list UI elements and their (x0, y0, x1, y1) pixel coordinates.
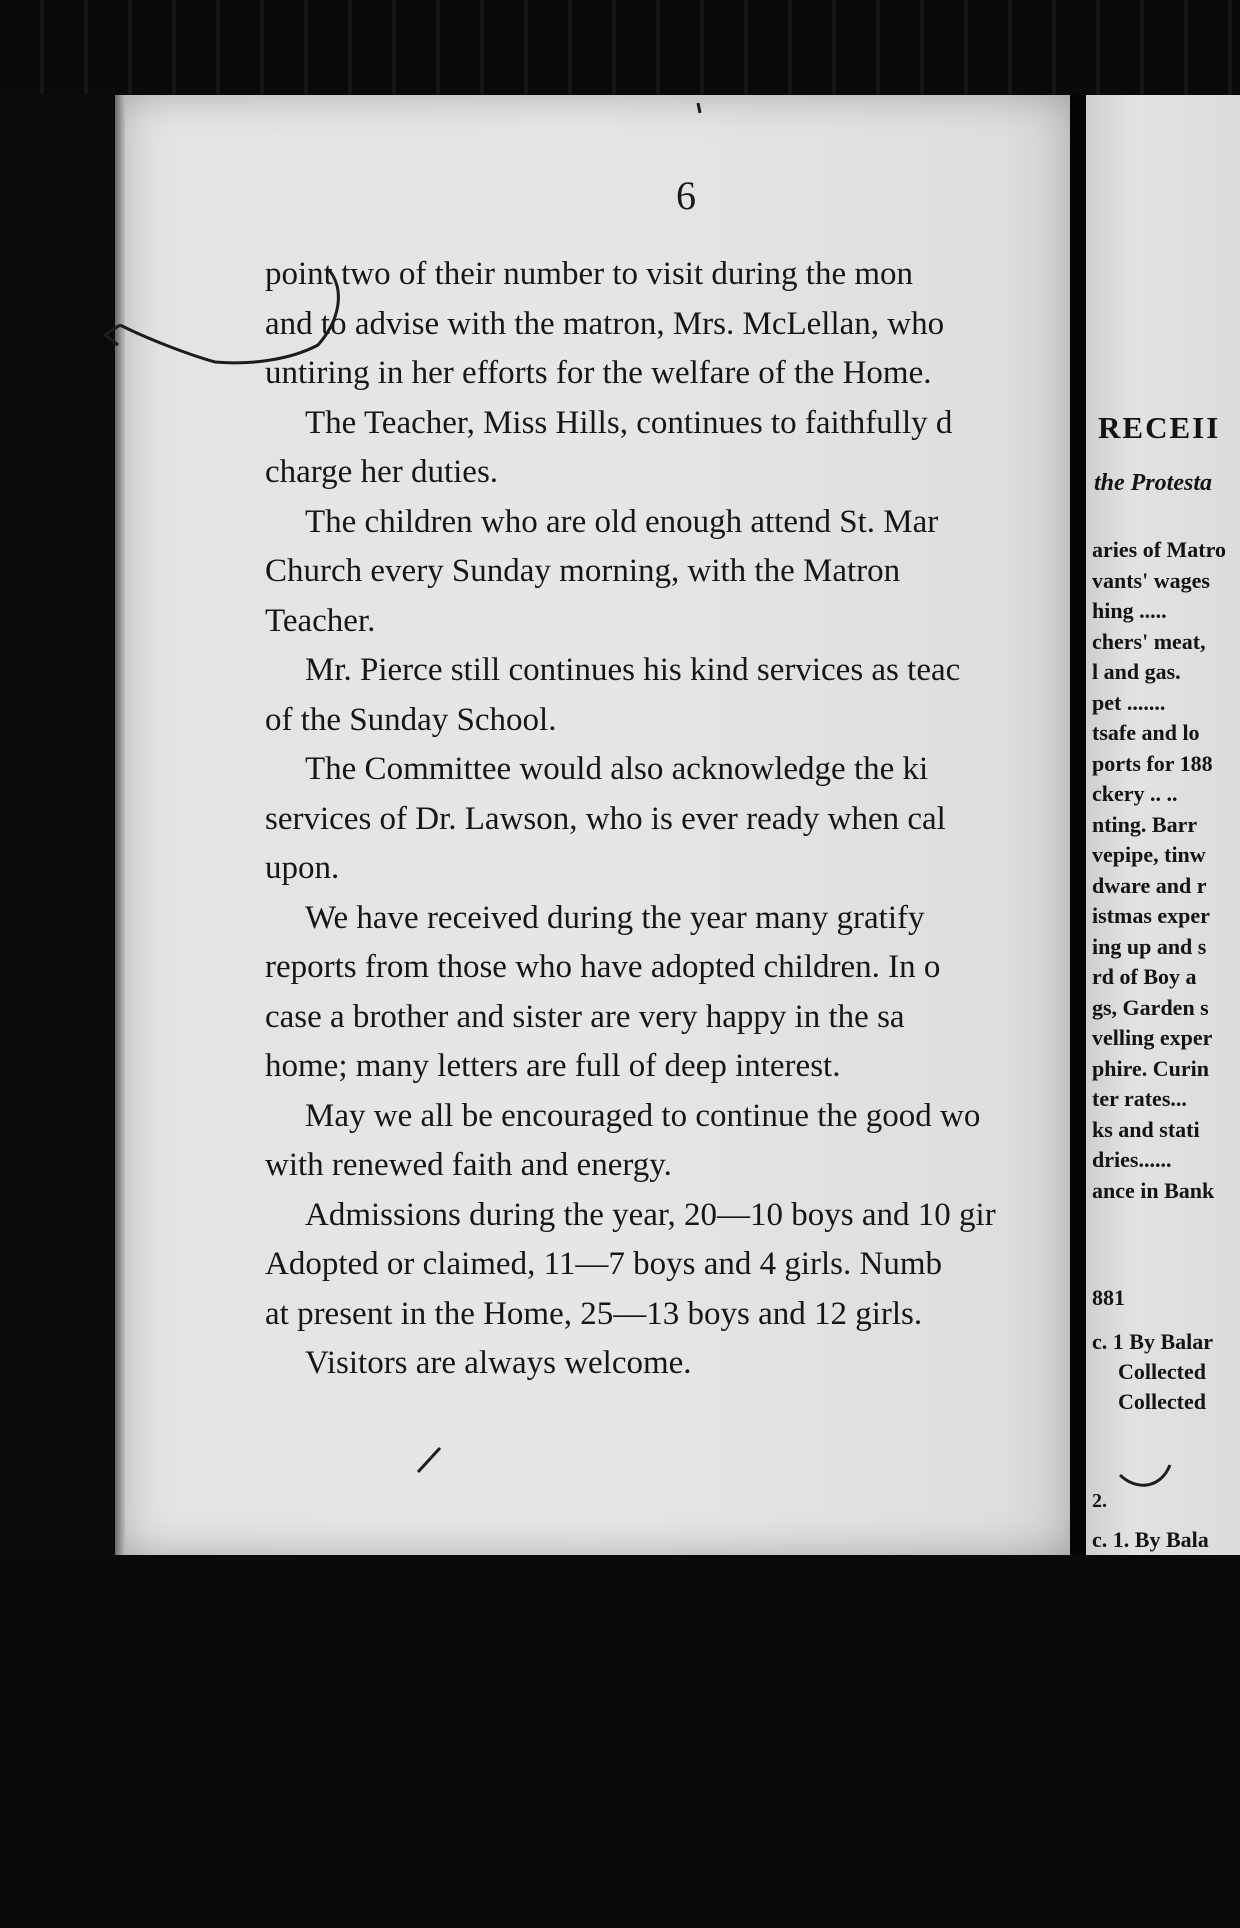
scan-top-border (0, 0, 1240, 95)
text-line: home; many letters are full of deep interest. (265, 1048, 841, 1084)
body-text (265, 250, 1075, 1389)
expense-item: dware and r (1092, 872, 1207, 898)
year-label: 2. (1092, 1490, 1107, 1512)
expense-item: ckery .. .. (1092, 781, 1178, 806)
text-line: Church every Sunday morning, with the Matron (265, 553, 901, 589)
balance-line: c. 1 By Balar (1092, 1329, 1213, 1354)
balance-line: c. 1. By Bala (1092, 1527, 1209, 1552)
expense-item: rd of Boy a (1092, 964, 1197, 989)
receipts-heading: RECEII (1098, 410, 1221, 445)
expense-item: aries of Matro (1092, 537, 1226, 562)
text-line: charge her duties. (265, 454, 499, 490)
text-line: Adopted or claimed, 11—7 boys and 4 girls. Numb (265, 1246, 943, 1282)
text-line: The children who are old enough attend St. Mar (305, 503, 939, 540)
text-line: case a brother and sister are very happy in the sa (265, 998, 905, 1035)
receipts-subheading: the Protesta (1094, 470, 1212, 496)
right-page (1086, 95, 1240, 1555)
text-line: The Teacher, Miss Hills, continues to faithfully d (305, 404, 953, 441)
scan-bottom-border (0, 1555, 1240, 1928)
text-line: of the Sunday School. (265, 701, 557, 738)
expense-item: velling exper (1092, 1025, 1213, 1050)
expense-item: ter rates... (1092, 1086, 1187, 1111)
expense-item: vants' wages (1092, 567, 1210, 593)
text-line: Visitors are always welcome. (305, 1345, 692, 1381)
expense-item: vepipe, tinw (1092, 842, 1206, 867)
expense-item: pet ....... (1092, 689, 1166, 715)
expense-item: hing ..... (1092, 598, 1167, 623)
expense-list (1092, 535, 1226, 1206)
expense-item: nting. Barr (1092, 811, 1198, 837)
expense-item: ing up and s (1092, 933, 1207, 959)
expense-item: tsafe and lo (1092, 720, 1200, 745)
expense-item: ks and stati (1092, 1116, 1200, 1142)
expense-item: l and gas. (1092, 659, 1181, 684)
expense-item: chers' meat, (1092, 628, 1206, 654)
text-line: and to advise with the matron, Mrs. McLellan, who (265, 305, 945, 342)
text-line: point two of their number to visit during the mon (265, 256, 914, 292)
expense-item: phire. Curin (1092, 1055, 1209, 1081)
expense-item: dries...... (1092, 1147, 1172, 1172)
text-line: May we all be encouraged to continue the good wo (305, 1097, 981, 1134)
balance-line: Collected (1118, 1359, 1206, 1384)
text-line: reports from those who have adopted children. In o (265, 949, 941, 985)
year-label: 881 (1092, 1285, 1125, 1310)
text-line: The Committee would also acknowledge the ki (305, 751, 929, 787)
balance-list (1092, 1327, 1213, 1417)
expense-item: istmas exper (1092, 903, 1210, 928)
balance-line: Collected (1118, 1389, 1206, 1414)
text-line: with renewed faith and energy. (265, 1147, 672, 1183)
text-line: upon. (265, 850, 340, 886)
page-number: 6 (676, 173, 696, 218)
text-line: untiring in her efforts for the welfare of the Home. (265, 355, 932, 391)
text-line: Admissions during the year, 20—10 boys and 10 gir (305, 1196, 996, 1233)
book-gutter (1070, 95, 1086, 1555)
text-line: We have received during the year many gratify (305, 899, 925, 936)
expense-item: ance in Bank (1092, 1177, 1215, 1203)
text-line: Teacher. (265, 602, 376, 639)
text-line: services of Dr. Lawson, who is ever ready when cal (265, 800, 946, 837)
expense-item: gs, Garden s (1092, 994, 1209, 1020)
text-line: at present in the Home, 25—13 boys and 12 girls. (265, 1295, 923, 1332)
text-line: Mr. Pierce still continues his kind services as teac (305, 652, 961, 688)
expense-item: ports for 188 (1092, 750, 1213, 776)
